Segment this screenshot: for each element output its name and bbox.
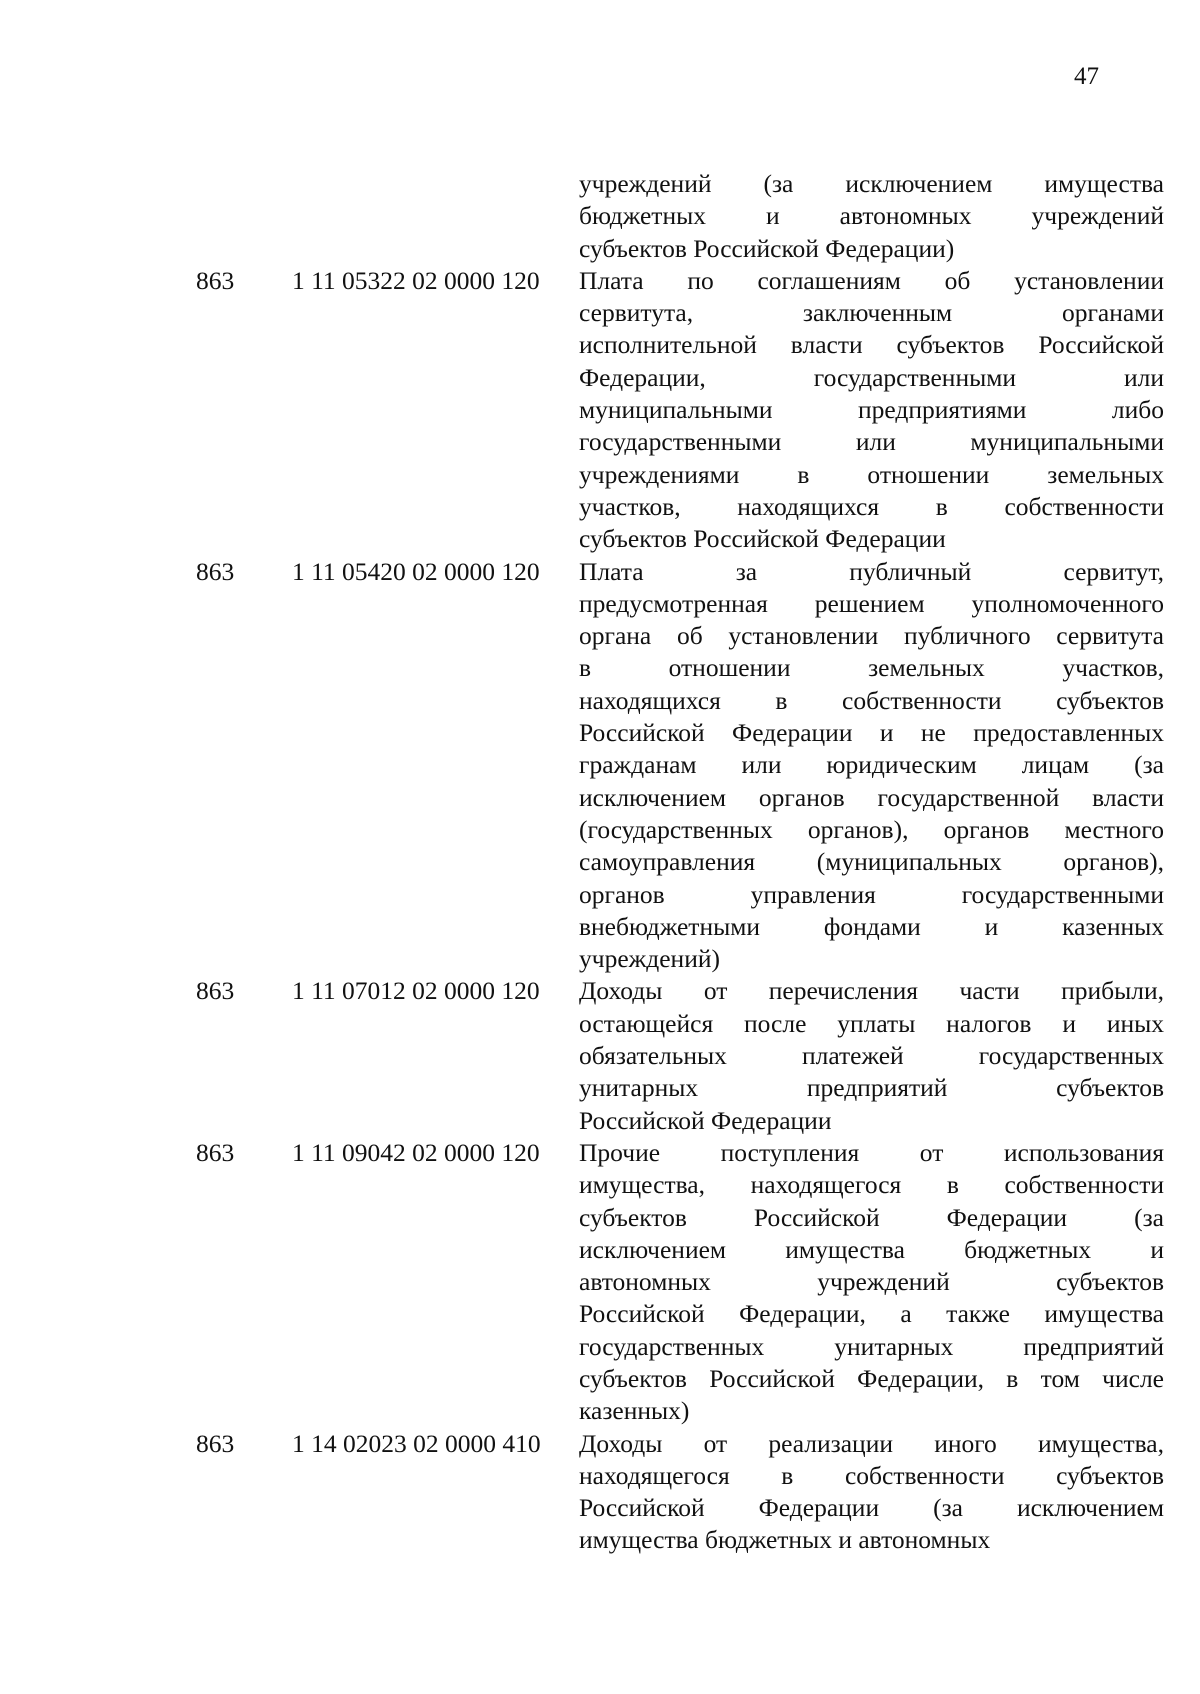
revenue-codes-table [196, 168, 1164, 1557]
table-row [196, 975, 1164, 1136]
revenue-name-line: остающейся после уплаты налогов и иных [579, 1008, 1164, 1038]
revenue-name-line: учреждений) [579, 944, 720, 974]
revenue-name-line: государственных унитарных предприятий [579, 1331, 1164, 1361]
revenue-name-line: Доходы от реализации иного имущества, [579, 1428, 1164, 1458]
revenue-name-line: Плата по соглашениям об установлении [579, 265, 1164, 295]
table-row [196, 1137, 1164, 1428]
revenue-name-line: Российской Федерации, а также имущества [579, 1299, 1164, 1329]
revenue-name-line: бюджетных и автономных учреждений [579, 201, 1164, 231]
revenue-name-line: предусмотренная решением уполномоченного [579, 588, 1164, 618]
revenue-name-line: Российской Федерации (за исключением [579, 1493, 1164, 1523]
revenue-name-line: автономных учреждений субъектов [579, 1267, 1164, 1297]
revenue-name-line: исключением имущества бюджетных и [579, 1234, 1164, 1264]
revenue-name-line: муниципальными предприятиями либо [579, 395, 1164, 425]
budget-classification-code-cell: 1 11 05322 02 0000 120 [292, 265, 540, 295]
revenue-name-line: органа об установлении публичного сервитута [579, 621, 1164, 651]
revenue-name-line: (государственных органов), органов местного [579, 814, 1164, 844]
admin-code-cell: 863 [196, 976, 235, 1006]
revenue-name-line: гражданам или юридическим лицам (за [579, 750, 1164, 780]
revenue-name-line: сервитута, заключенным органами [579, 298, 1164, 328]
revenue-name-line: Прочие поступления от использования [579, 1137, 1164, 1167]
revenue-name-line: участков, находящихся в собственности [579, 491, 1164, 521]
revenue-name-line: Доходы от перечисления части прибыли, [579, 976, 1164, 1006]
revenue-name-line: государственными или муниципальными [579, 427, 1164, 457]
table-row [196, 556, 1164, 976]
budget-classification-code-cell: 1 11 07012 02 0000 120 [292, 976, 540, 1006]
revenue-name-cell [579, 975, 1164, 1136]
revenue-name-line: органов управления государственными [579, 879, 1164, 909]
revenue-name-cell [579, 556, 1164, 976]
revenue-name-cell [579, 265, 1164, 556]
revenue-name-line: субъектов Российской Федерации [579, 524, 946, 554]
revenue-name-line: Федерации, государственными или [579, 362, 1164, 392]
admin-code-cell: 863 [196, 1137, 235, 1167]
table-row [196, 1428, 1164, 1557]
revenue-name-line: исключением органов государственной власти [579, 782, 1164, 812]
revenue-name-line: учреждений (за исключением имущества [579, 169, 1164, 198]
revenue-name-line: имущества, находящегося в собственности [579, 1170, 1164, 1200]
revenue-name-cell [579, 1428, 1164, 1557]
budget-classification-code-cell: 1 14 02023 02 0000 410 [292, 1428, 541, 1458]
revenue-name-cell [579, 168, 1164, 265]
revenue-name-line: имущества бюджетных и автономных [579, 1525, 991, 1555]
revenue-name-line: находящегося в собственности субъектов [579, 1460, 1164, 1490]
revenue-name-cell [579, 1137, 1164, 1428]
revenue-name-line: Российской Федерации [579, 1105, 832, 1135]
revenue-name-line: Плата за публичный сервитут, [579, 556, 1164, 586]
revenue-name-line: обязательных платежей государственных [579, 1041, 1164, 1071]
revenue-name-line: субъектов Российской Федерации, в том числе [579, 1363, 1164, 1393]
table-row [196, 168, 1164, 265]
revenue-name-line: казенных) [579, 1396, 690, 1426]
revenue-name-line: субъектов Российской Федерации) [579, 233, 955, 263]
budget-classification-code-cell: 1 11 05420 02 0000 120 [292, 556, 540, 586]
admin-code-cell: 863 [196, 265, 235, 295]
budget-classification-code-cell: 1 11 09042 02 0000 120 [292, 1137, 540, 1167]
revenue-name-line: внебюджетными фондами и казенных [579, 911, 1164, 941]
revenue-name-line: находящихся в собственности субъектов [579, 685, 1164, 715]
revenue-name-line: самоуправления (муниципальных органов), [579, 847, 1164, 877]
page-number: 47 [1074, 63, 1099, 90]
revenue-name-line: субъектов Российской Федерации (за [579, 1202, 1164, 1232]
revenue-name-line: учреждениями в отношении земельных [579, 459, 1164, 489]
admin-code-cell: 863 [196, 556, 235, 586]
revenue-name-line: Российской Федерации и не предоставленных [579, 718, 1164, 748]
revenue-name-line: унитарных предприятий субъектов [579, 1073, 1164, 1103]
revenue-name-line: исполнительной власти субъектов Российской [579, 330, 1164, 360]
table-row [196, 265, 1164, 556]
admin-code-cell: 863 [196, 1428, 235, 1458]
revenue-name-line: в отношении земельных участков, [579, 653, 1164, 683]
